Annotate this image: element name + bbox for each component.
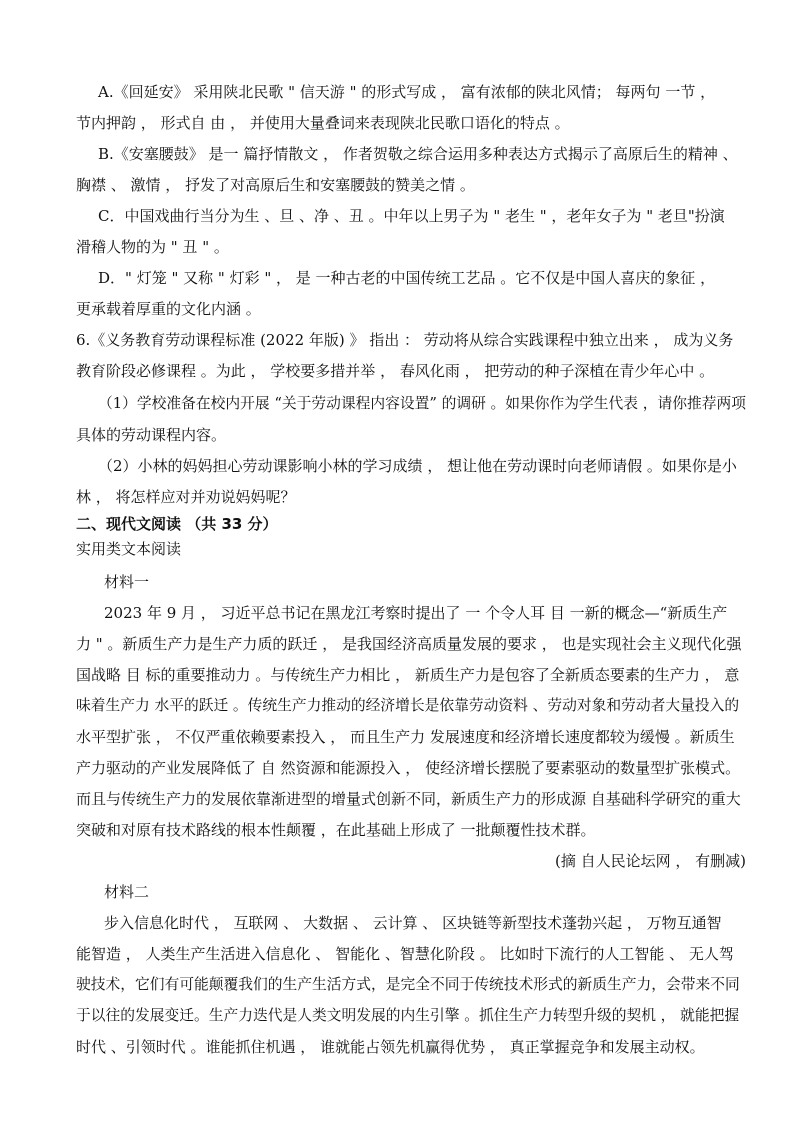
section-subheading: 实用类文本阅读 <box>76 540 182 558</box>
option-c-line-1: C．中国戏曲行当分为生 、旦 、净 、丑 。中年以上男子为 " 老生 " ，老年女子为 " 老旦"扮演 <box>98 207 725 225</box>
option-b-line-2: 胸襟 、 激情 ， 抒发了对高原后生和安塞腰鼓的赞美之情 。 <box>76 176 475 194</box>
material-2-line: 驶技术，它们有可能颠覆我们的生产生活方式，是完全不同于传统技术形式的新质生产力，会带来不同 <box>76 976 740 993</box>
option-d-line-2: 更承载着厚重的文化内涵 。 <box>76 300 261 318</box>
material-1-line: 产力驱动的产业发展降低了 自 然资源和能源投入 ， 使经济增长摆脱了要素驱动的数量型扩张模式。 <box>76 759 741 777</box>
material-1-line: 国战略 目 标的重要推动力 。与传统生产力相比 ， 新质生产力是包容了全新质态要素的生产力 ， 意 <box>76 666 740 684</box>
material-1-source: (摘 自人民论坛网 ， 有删减) <box>554 852 746 870</box>
option-c-line-2: 滑稽人物的为 " 丑 " 。 <box>76 238 229 256</box>
material-1-line: 2023 年 9 月 ， 习近平总书记在黑龙江考察时提出了 一 个令人耳 目 一新的概念—“新质生产 <box>104 604 728 622</box>
material-1-line: 水平型扩张 ， 不仅严重依赖要素投入 ， 而且生产力 发展速度和经济增长速度都较为缓慢 。新质生 <box>76 728 735 746</box>
question-6-sub-2-line-2: 林 ， 将怎样应对并劝说妈妈呢？ <box>76 488 296 506</box>
material-2-line: 时代 、引领时代 。谁能抓住机遇 ， 谁就能占领先机赢得优势 ， 真正掌握竞争和发展主动权。 <box>76 1038 705 1056</box>
material-2-title: 材料二 <box>104 883 150 901</box>
question-6-line-2: 教育阶段必修课程 。为此 ， 学校要多措并举 ， 春风化雨 ， 把劳动的种子深植在青少年心中 。 <box>76 362 715 380</box>
material-1-title: 材料一 <box>104 573 150 591</box>
option-b-line-1: B.《安塞腰鼓》 是一 篇抒情散文 ， 作者贺敬之综合运用多种表达方式揭示了高原后生的精神 、 <box>98 145 738 163</box>
question-6-line-1: 6.《义务教育劳动课程标准 (2022 年版) 》 指出 ： 劳动将从综合实践课程中独立出来 ， 成为义务 <box>76 331 734 349</box>
question-6-sub-2-line-1: （2）小林的妈妈担心劳动课影响小林的学习成绩 ， 想让他在劳动课时向老师请假 。如果你是小 <box>98 457 737 475</box>
material-2-line: 能智造 ， 人类生产生活进入信息化 、 智能化 、智慧化阶段 。 比如时下流行的人工智能 、 无人驾 <box>76 945 734 963</box>
material-1-line: 突破和对原有技术路线的根本性颠覆 ，在此基础上形成了 一批颠覆性技术群。 <box>76 821 596 839</box>
section-heading: 二、现代文阅读 （共 33 分） <box>76 515 278 533</box>
material-1-line: 力 " 。新质生产力是生产力质的跃迁 ， 是我国经济高质量发展的要求 ， 也是实现社会主义现代化强 <box>76 635 742 653</box>
option-a-line-2: 节内押韵 ， 形式自 由 ， 并使用大量叠词来表现陕北民歌口语化的特点 。 <box>76 114 570 132</box>
material-2-line: 于以往的发展变迁。生产力迭代是人类文明发展的内生引擎 。抓住生产力转型升级的契机 ， 就能把握 <box>76 1007 740 1024</box>
material-1-line: 而且与传统生产力的发展依靠渐进型的增量式创新不同，新质生产力的形成源 自基础科学研究的重大 <box>76 790 741 808</box>
option-d-line-1: D．" 灯笼 " 又称 " 灯彩 " ， 是 一种古老的中国传统工艺品 。它不仅是中国人喜庆的象征 ， <box>98 269 716 287</box>
material-1-line: 味着生产力 水平的跃迁 。传统生产力推动的经济增长是依靠劳动资料 、劳动对象和劳动者大量投入的 <box>76 697 740 714</box>
material-2-line: 步入信息化时代 ， 互联网 、 大数据 、 云计算 、 区块链等新型技术蓬勃兴起 ， 万物互通智 <box>104 914 722 932</box>
option-a-line-1: A.《回延安》 采用陕北民歌 " 信天游 " 的形式写成 ， 富有浓郁的陕北风情； 每两句 一节 ， <box>98 83 716 101</box>
question-6-sub-1-line-2: 具体的劳动课程内容。 <box>76 426 227 444</box>
question-6-sub-1-line-1: （1）学校准备在校内开展 “关于劳动课程内容设置” 的调研 。如果你作为学生代表 ，请你推荐两项 <box>98 395 746 412</box>
